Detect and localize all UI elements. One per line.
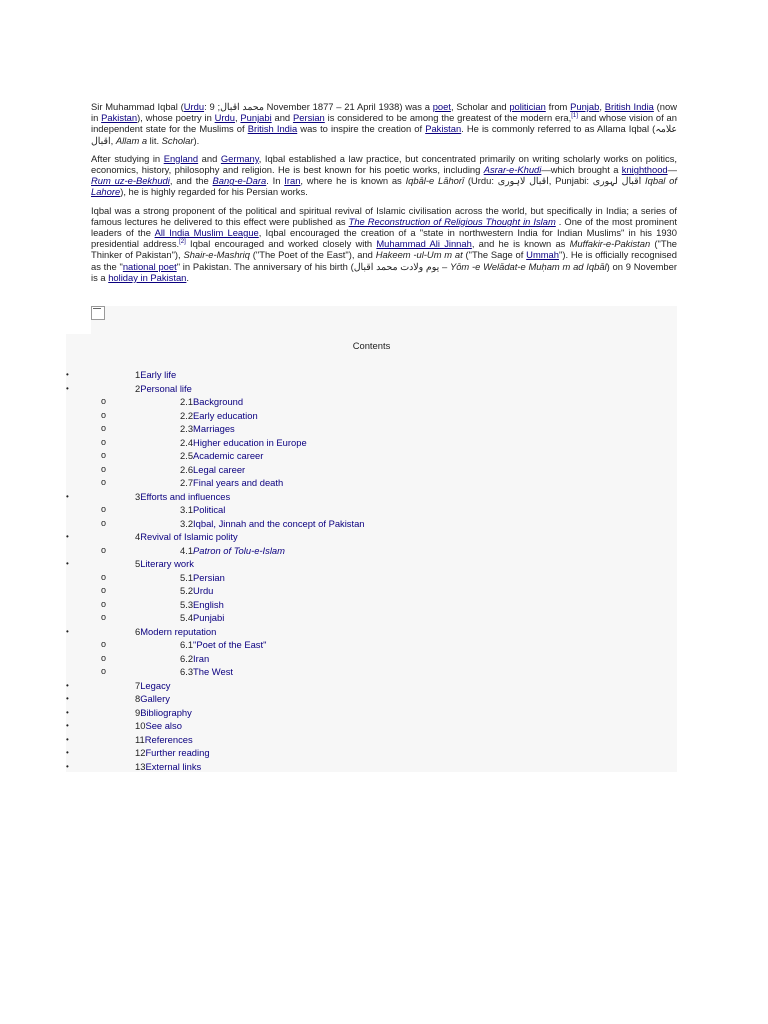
text-italic: Hakeem -ul-Um m at bbox=[375, 249, 463, 261]
reference-1[interactable]: [1] bbox=[571, 113, 578, 120]
link-lahore[interactable]: Lahore bbox=[91, 186, 121, 198]
toc-link[interactable]: Higher education in Europe bbox=[193, 436, 307, 448]
text: (Urdu: اقبال لاہوری, Punjabi: اقبال لہوری bbox=[464, 175, 646, 187]
broken-image-icon bbox=[91, 306, 105, 320]
toc-item[interactable] bbox=[66, 530, 677, 543]
toc-number: 6.2Iran bbox=[180, 652, 210, 664]
circle-bullet-icon: o bbox=[101, 463, 107, 474]
toc-item[interactable] bbox=[66, 557, 677, 570]
toc-number: 2.7Final years and death bbox=[180, 477, 284, 488]
text: Sir Muhammad Iqbal ( bbox=[91, 101, 184, 112]
toc-link[interactable]: Punjabi bbox=[193, 612, 225, 623]
toc-item[interactable] bbox=[66, 733, 677, 746]
circle-bullet-icon: o bbox=[101, 423, 107, 433]
toc-item[interactable] bbox=[66, 409, 677, 422]
toc-item[interactable] bbox=[66, 422, 677, 435]
toc-item[interactable] bbox=[66, 692, 677, 705]
bullet-icon: • bbox=[66, 694, 69, 703]
toc-number: 11References bbox=[135, 733, 193, 745]
link-asrar-e-khudi[interactable]: Asrar-e-Khudi bbox=[483, 164, 542, 176]
toc-item[interactable] bbox=[66, 679, 677, 692]
bullet-icon: • bbox=[66, 734, 69, 744]
toc-item[interactable] bbox=[66, 503, 677, 516]
toc-link[interactable]: References bbox=[144, 733, 193, 745]
toc-link[interactable]: The West bbox=[193, 666, 233, 677]
text-italic: Muffakir-e-Pakistan bbox=[569, 238, 651, 250]
text: is considered to be among the greatest of the modern era, bbox=[324, 112, 572, 124]
toc-item[interactable] bbox=[66, 760, 677, 773]
toc-link[interactable]: Legacy bbox=[140, 679, 171, 691]
toc-item[interactable] bbox=[66, 746, 677, 759]
bullet-icon: • bbox=[66, 721, 69, 730]
toc-number: 2Personal life bbox=[135, 382, 192, 394]
toc-item[interactable] bbox=[66, 611, 677, 624]
toc-number: 6.3The West bbox=[180, 666, 233, 677]
toc-item[interactable] bbox=[66, 598, 677, 611]
toc-item[interactable] bbox=[66, 476, 677, 489]
text: ("The Thinker of Pakistan"), bbox=[91, 238, 677, 261]
toc-item[interactable] bbox=[66, 571, 677, 584]
bullet-icon: • bbox=[66, 383, 69, 393]
link-germany[interactable]: Germany bbox=[220, 152, 259, 164]
circle-bullet-icon: o bbox=[101, 396, 107, 406]
link-pakistan-2[interactable]: Pakistan bbox=[425, 123, 462, 135]
paragraph-revival bbox=[91, 205, 677, 283]
toc-number: 5.4Punjabi bbox=[180, 612, 225, 623]
bullet-icon: • bbox=[66, 532, 69, 541]
bullet-icon: • bbox=[66, 748, 69, 757]
toc-link[interactable]: Early life bbox=[140, 369, 177, 380]
link-all-india-muslim-league[interactable]: All India Muslim League bbox=[154, 227, 259, 239]
toc-link[interactable]: English bbox=[193, 598, 224, 610]
link-urdu[interactable]: Urdu bbox=[183, 101, 205, 112]
toc-link[interactable]: Persian bbox=[193, 571, 225, 583]
toc-number: 3.2Iqbal, Jinnah and the concept of Pakistan bbox=[180, 517, 365, 529]
toc-item[interactable] bbox=[66, 490, 677, 503]
circle-bullet-icon: o bbox=[101, 504, 107, 514]
toc-item[interactable] bbox=[66, 638, 677, 651]
text: ("The Sage of bbox=[462, 249, 527, 261]
text: from bbox=[545, 101, 571, 112]
text: After studying in bbox=[91, 152, 164, 164]
text: , bbox=[234, 112, 241, 124]
toc-link[interactable]: Gallery bbox=[140, 693, 170, 704]
text: — bbox=[667, 164, 677, 176]
link-british-india[interactable]: British India bbox=[604, 101, 654, 112]
text: ) on 9 November is a bbox=[91, 260, 677, 283]
link-holiday-in-pakistan[interactable]: holiday in Pakistan bbox=[108, 271, 187, 283]
toc-number: 5Literary work bbox=[135, 558, 194, 569]
toc-number: 3.1Political bbox=[180, 504, 226, 515]
toc-number: 4Revival of Islamic polity bbox=[135, 531, 238, 542]
circle-bullet-icon: o bbox=[101, 598, 107, 609]
text-italic: Iqbal of bbox=[645, 175, 677, 187]
bullet-icon: • bbox=[66, 559, 69, 568]
text: . In bbox=[266, 175, 285, 187]
toc-item[interactable] bbox=[66, 625, 677, 638]
toc-number: 6Modern reputation bbox=[135, 625, 217, 637]
text: " in Pakistan. The anniversary of his birth (یوم ولادت محمد اقبال – bbox=[176, 260, 450, 272]
toc-link[interactable]: Marriages bbox=[193, 423, 235, 434]
text: ), he is highly regarded for his Persian works. bbox=[120, 186, 308, 198]
text: : محمد اقبال; 9 November 1877 – 21 April 1938) was a bbox=[204, 101, 433, 112]
toc-link[interactable]: Legal career bbox=[193, 463, 246, 475]
toc-link[interactable]: Early education bbox=[193, 409, 258, 421]
text: "). He is officially recognised as the " bbox=[91, 249, 677, 272]
article-body bbox=[91, 101, 677, 290]
text: . One of the most prominent leaders of the bbox=[91, 215, 677, 239]
toc-number: 2.4Higher education in Europe bbox=[180, 436, 307, 448]
toc-item[interactable] bbox=[66, 584, 677, 597]
image-placeholder-box bbox=[91, 306, 677, 334]
toc-link[interactable]: Revival of Islamic polity bbox=[140, 531, 238, 542]
link-urdu-2[interactable]: Urdu bbox=[214, 112, 235, 124]
toc-link[interactable]: Literary work bbox=[140, 558, 194, 569]
toc-item[interactable] bbox=[66, 719, 677, 732]
toc-number: 7Legacy bbox=[135, 679, 171, 691]
text-italic: Shair-e-Mashriq bbox=[183, 249, 250, 261]
bullet-icon: • bbox=[66, 491, 69, 501]
toc-link[interactable]: Iqbal, Jinnah and the concept of Pakistan bbox=[193, 517, 365, 529]
circle-bullet-icon: o bbox=[101, 517, 107, 528]
toc-item[interactable] bbox=[66, 449, 677, 462]
circle-bullet-icon: o bbox=[101, 571, 107, 582]
toc-link[interactable]: Efforts and influences bbox=[140, 490, 231, 502]
toc-item[interactable] bbox=[66, 436, 677, 449]
toc-number: 5.3English bbox=[180, 598, 224, 610]
toc-number: 2.3Marriages bbox=[180, 423, 235, 434]
circle-bullet-icon: o bbox=[101, 436, 107, 447]
toc-link[interactable]: "Poet of the East" bbox=[193, 639, 267, 650]
toc-link[interactable]: Further reading bbox=[145, 747, 210, 758]
text: . bbox=[186, 271, 189, 283]
circle-bullet-icon: o bbox=[101, 652, 107, 663]
bullet-icon: • bbox=[66, 626, 69, 636]
toc-item[interactable] bbox=[66, 368, 677, 381]
toc-link[interactable]: Final years and death bbox=[193, 477, 284, 488]
toc-link[interactable]: Personal life bbox=[140, 382, 192, 394]
text: and whose vision of an independent state for the Muslims of bbox=[91, 112, 677, 135]
toc-number: 6.1"Poet of the East" bbox=[180, 639, 267, 650]
toc-item[interactable] bbox=[66, 652, 677, 665]
text: —which brought a bbox=[541, 164, 622, 176]
link-national-poet[interactable]: national poet bbox=[122, 260, 177, 272]
toc-link[interactable]: Patron of Tolu-e-Islam bbox=[193, 544, 285, 556]
link-england[interactable]: England bbox=[163, 152, 199, 164]
link-bang-e-dara[interactable]: Bang-e-Dara bbox=[212, 175, 267, 187]
toc-number: 9Bibliography bbox=[135, 706, 192, 718]
text-italic: Yōm -e Welādat-e Muḥam m ad Iqbāl bbox=[449, 260, 607, 272]
link-rumuz-e-bekhudi[interactable]: Rum uz-e-Bekhudi bbox=[91, 175, 170, 187]
link-knighthood[interactable]: knighthood bbox=[621, 164, 668, 176]
toc-number: 2.1Background bbox=[180, 396, 244, 407]
bullet-icon: • bbox=[66, 707, 69, 717]
circle-bullet-icon: o bbox=[101, 639, 107, 649]
toc-number: 8Gallery bbox=[135, 693, 170, 704]
text-italic: Scholar bbox=[161, 134, 194, 146]
circle-bullet-icon: o bbox=[101, 544, 107, 555]
text: , bbox=[599, 101, 605, 112]
toc-number: 1Early life bbox=[135, 369, 177, 380]
toc-item[interactable] bbox=[66, 463, 677, 476]
toc-link[interactable]: External links bbox=[145, 760, 202, 772]
text: ), whose poetry in bbox=[137, 112, 215, 124]
link-iran[interactable]: Iran bbox=[284, 175, 301, 187]
text: , Iqbal encouraged the creation of a "state in northwestern India for Indian Muslims" in his 1930 presidential address. bbox=[91, 227, 677, 250]
toc-number: 5.1Persian bbox=[180, 571, 225, 583]
text: lit. bbox=[147, 134, 162, 146]
bullet-icon: • bbox=[66, 761, 69, 771]
toc-number: 12Further reading bbox=[135, 747, 210, 758]
toc-number: 2.2Early education bbox=[180, 409, 258, 421]
link-british-india-2[interactable]: British India bbox=[247, 123, 298, 135]
toc-number: 3Efforts and influences bbox=[135, 490, 231, 502]
toc-item[interactable] bbox=[66, 395, 677, 408]
text: ). bbox=[193, 134, 200, 146]
toc-number: 10See also bbox=[135, 720, 182, 731]
toc-link[interactable]: Bibliography bbox=[140, 706, 192, 718]
link-jinnah[interactable]: Muhammad Ali Jinnah bbox=[376, 238, 472, 250]
reference-2[interactable]: [2] bbox=[179, 239, 186, 246]
text: , and he is known as bbox=[471, 238, 570, 250]
circle-bullet-icon: o bbox=[101, 409, 107, 420]
toc-number: 4.1Patron of Tolu-e-Islam bbox=[180, 544, 285, 556]
text: , Iqbal established a law practice, but concentrated primarily on writing scholarly works on politics, economics, history, philosophy and religion. He is best known for his poetic works, including bbox=[91, 152, 677, 176]
text: (now in bbox=[91, 101, 677, 124]
toc-item[interactable] bbox=[66, 706, 677, 719]
circle-bullet-icon: o bbox=[101, 450, 107, 460]
toc-item[interactable] bbox=[66, 665, 677, 678]
text: , Scholar and bbox=[450, 101, 510, 112]
toc-number: 2.5Academic career bbox=[180, 450, 264, 461]
link-persian[interactable]: Persian bbox=[292, 112, 325, 124]
toc-link[interactable]: Modern reputation bbox=[140, 625, 217, 637]
text: and bbox=[271, 112, 293, 124]
text: ("The Poet of the East"), and bbox=[249, 249, 376, 261]
link-punjab[interactable]: Punjab bbox=[570, 101, 600, 112]
text: was to inspire the creation of bbox=[297, 123, 426, 135]
link-politician[interactable]: politician bbox=[509, 101, 546, 112]
text-italic: Iqbāl-e Lāhorī bbox=[405, 175, 465, 187]
circle-bullet-icon: o bbox=[101, 666, 107, 676]
text: Iqbal was a strong proponent of the political and spiritual revival of Islamic civilisation across the world, but specifically in India; a series of famous lectures he delivered to this effect were published as bbox=[91, 204, 677, 227]
toc-item[interactable] bbox=[66, 382, 677, 395]
text-italic: Allam a bbox=[115, 134, 148, 146]
link-pakistan[interactable]: Pakistan bbox=[101, 112, 138, 124]
toc-link[interactable]: Academic career bbox=[193, 450, 264, 461]
toc-link[interactable]: Urdu bbox=[193, 585, 214, 596]
paragraph-intro bbox=[91, 101, 677, 146]
toc-link[interactable]: See also bbox=[145, 720, 182, 731]
toc-link[interactable]: Background bbox=[193, 396, 244, 407]
circle-bullet-icon: o bbox=[101, 612, 107, 622]
bullet-icon: • bbox=[66, 370, 69, 379]
toc-item[interactable] bbox=[66, 517, 677, 530]
toc-item[interactable] bbox=[66, 544, 677, 557]
link-reconstruction[interactable]: The Reconstruction of Religious Thought in Islam bbox=[348, 215, 556, 227]
link-poet[interactable]: poet bbox=[432, 101, 451, 112]
table-of-contents bbox=[66, 334, 677, 772]
toc-title: Contents bbox=[352, 340, 391, 351]
text: . He is commonly referred to as Allama Iqbal (علامہ اقبال, bbox=[91, 123, 678, 146]
circle-bullet-icon: o bbox=[101, 477, 107, 487]
text: Iqbal encouraged and worked closely with bbox=[185, 238, 377, 250]
circle-bullet-icon: o bbox=[101, 585, 107, 595]
bullet-icon: • bbox=[66, 680, 69, 690]
toc-number: 2.6Legal career bbox=[180, 463, 246, 475]
text: , and the bbox=[169, 175, 213, 187]
toc-link[interactable]: Political bbox=[193, 504, 226, 515]
paragraph-works bbox=[91, 153, 677, 198]
toc-number: 5.2Urdu bbox=[180, 585, 214, 596]
toc-link[interactable]: Iran bbox=[193, 652, 210, 664]
link-punjabi[interactable]: Punjabi bbox=[240, 112, 272, 124]
text: , where he is known as bbox=[300, 175, 406, 187]
toc-number: 13External links bbox=[135, 760, 202, 772]
text: and bbox=[198, 152, 221, 164]
link-ummah[interactable]: Ummah bbox=[526, 249, 559, 261]
